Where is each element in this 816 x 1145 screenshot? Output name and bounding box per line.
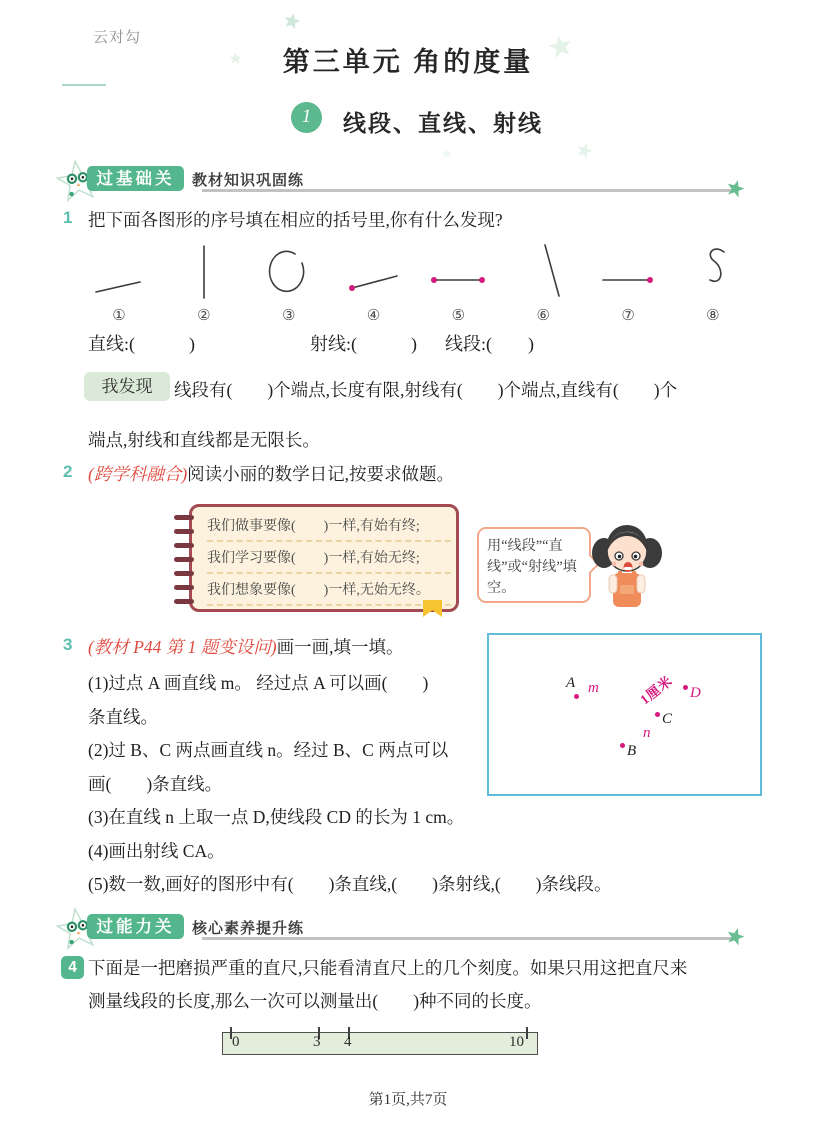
section-rule [202, 189, 732, 192]
question-4-line2: 测量线段的长度,那么一次可以测量出( )种不同的长度。 [88, 991, 542, 1011]
figure-label: ⑦ [621, 308, 635, 324]
point-c-dot [655, 712, 660, 717]
point-d-dot [683, 685, 688, 690]
question-4-line1: 下面是一把磨损严重的直尺,只能看清直尺上的几个刻度。如果只用这把直尺来 [88, 958, 688, 978]
discover-line1: 线段有( )个端点,长度有限,射线有( )个端点,直线有( )个 [174, 380, 678, 400]
diary-line: 我们做事要像( )一样,有始有终; [207, 510, 451, 542]
blank-line: 直线:( ) [88, 334, 195, 354]
star-decoration-icon [281, 10, 303, 32]
lesson-number-badge: 1 [291, 102, 322, 133]
figure-label: ⑧ [706, 308, 720, 324]
ruler-tick-label: 3 [313, 1034, 321, 1050]
ruler-tick-label: 4 [344, 1034, 352, 1050]
question-2-tag: (跨学科融合) [88, 464, 188, 484]
question-3-prompt: 画一画,填一填。 [276, 637, 404, 657]
ruler-tick-label: 0 [232, 1034, 240, 1050]
figure-label: ④ [366, 308, 381, 324]
diary-notebook [189, 504, 459, 612]
spiral-clip [174, 543, 194, 548]
q3-item: (1)过点 A 画直线 m。 经过点 A 可以画( ) [88, 673, 429, 693]
question-1-number: 1 [63, 208, 73, 227]
star-decoration-icon [441, 148, 452, 159]
one-centimeter-annotation: 1厘米 [637, 672, 676, 708]
page-footer: 第1页,共7页 [368, 1092, 448, 1108]
ruler-tick-label: 10 [509, 1034, 524, 1050]
figure-label: ① [112, 308, 126, 324]
figure-label: ② [197, 308, 211, 324]
unit-title: 第三单元 角的度量 [282, 47, 534, 77]
q3-item: 条直线。 [88, 706, 158, 727]
q3-item: (2)过 B、C 两点画直线 n。经过 B、C 两点可以 [88, 740, 449, 760]
discover-line2: 端点,射线和直线都是无限长。 [88, 430, 320, 450]
diary-line: 我们学习要像( )一样,有始无终; [207, 542, 451, 574]
line-m-label: m [588, 680, 599, 696]
q3-item: (3)在直线 n 上取一点 D,使线段 CD 的长为 1 cm。 [88, 807, 465, 827]
section-badge-basic: 过基础关 [87, 166, 184, 191]
speech-bubble-text: 用“线段”“直线”或“射线”填空。 [487, 538, 577, 596]
figure-s-curve [684, 242, 742, 325]
star-decoration-icon [574, 140, 595, 161]
q3-item: (4)画出射线 CA。 [88, 840, 225, 861]
speech-bubble [477, 527, 591, 603]
q3-item: 画( )条直线。 [88, 773, 223, 794]
diary-line: 我们想象要像( )一样,无始无终。 [207, 574, 451, 606]
figure-segment [429, 242, 487, 325]
question-3-number: 3 [63, 635, 73, 654]
line-n-label: n [643, 725, 651, 741]
blank-segment: 线段:( ) [445, 334, 534, 354]
figure-label: ⑤ [451, 308, 466, 324]
figure-open-circle [260, 242, 318, 325]
figure-label: ③ [281, 308, 296, 324]
lesson-title: 线段、直线、射线 [343, 110, 543, 136]
diary-text [207, 510, 451, 606]
question-2-number: 2 [63, 462, 73, 481]
figure-ray-right [599, 242, 657, 325]
question-4-number-badge: 4 [61, 956, 84, 979]
point-a-label: A [566, 675, 576, 691]
section-badge-ability: 过能力关 [87, 914, 184, 939]
divider [62, 84, 106, 86]
girl-illustration [591, 511, 663, 631]
point-d-label: D [690, 685, 701, 701]
spiral-clip [174, 585, 194, 590]
point-c-label: C [662, 711, 673, 727]
drawing-area-box [487, 633, 762, 796]
figure-ray-left [345, 242, 403, 325]
rule-end-star-icon [724, 177, 748, 201]
question-1-prompt: 把下面各图形的序号填在相应的括号里,你有什么发现? [88, 210, 503, 230]
figure-row [90, 242, 742, 325]
question-2-prompt-row [88, 461, 454, 486]
q3-item: (5)数一数,画好的图形中有( )条直线,( )条射线,( )条线段。 [88, 874, 612, 894]
bookmark-ribbon [423, 600, 442, 617]
blank-ray: 射线:( ) [310, 334, 417, 354]
figure-label: ⑥ [536, 308, 550, 324]
figure-slanted-line [90, 242, 148, 325]
discover-badge: 我发现 [84, 372, 170, 401]
section-subtitle-ability: 核心素养提升练 [192, 920, 305, 937]
spiral-clip [174, 557, 194, 562]
spiral-clip [174, 571, 194, 576]
figure-steep-line [514, 242, 572, 325]
section-rule [202, 937, 732, 940]
figure-vertical-line [175, 242, 233, 325]
question-3-tag: (教材 P44 第 1 题变设问) [88, 637, 277, 657]
point-a-dot [574, 694, 579, 699]
spiral-clip [174, 599, 194, 604]
ruler-tick [526, 1027, 528, 1039]
spiral-clip [174, 529, 194, 534]
rule-end-star-icon [724, 925, 748, 949]
brand-watermark: 云对勾 [93, 29, 142, 46]
question-3-prompt-row [88, 634, 403, 659]
spiral-clip [174, 515, 194, 520]
point-b-label: B [627, 743, 637, 759]
point-b-dot [620, 743, 625, 748]
worn-ruler [222, 1032, 538, 1055]
question-2-prompt: 阅读小丽的数学日记,按要求做题。 [187, 464, 455, 484]
section-subtitle-basic: 教材知识巩固练 [192, 172, 305, 189]
